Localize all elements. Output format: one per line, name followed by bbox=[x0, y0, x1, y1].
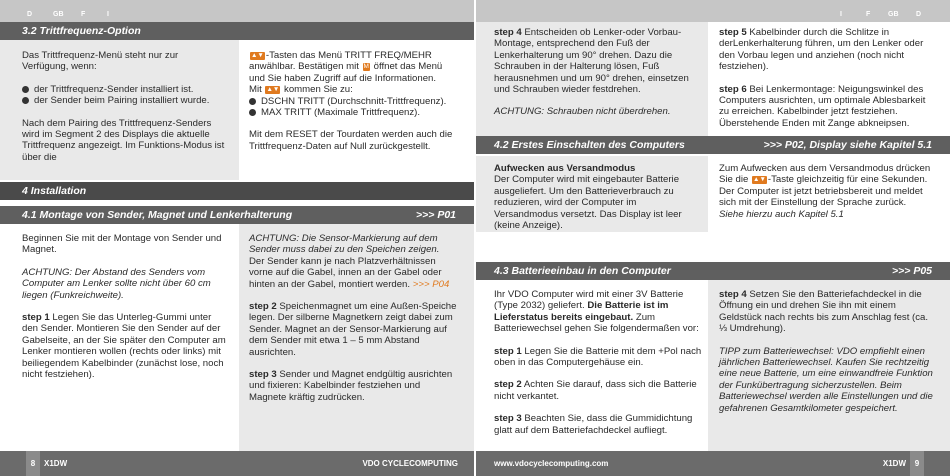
cadence-with-text: Mit bbox=[249, 84, 262, 96]
menu-key-icon: M bbox=[363, 63, 369, 71]
section-4-1-col2 bbox=[249, 233, 459, 403]
lang-tab-i: I bbox=[840, 11, 842, 18]
section-4-3-title: 4.3 Batterieeinbau in den Computer bbox=[494, 265, 671, 277]
lang-tab-d: D bbox=[27, 11, 33, 18]
mount-warning: ACHTUNG: Der Abstand des Senders vom Computer am Lenker sollte nicht über 60 cm liegen (Funkreichweite). bbox=[22, 266, 211, 301]
bullet-text: der Sender beim Pairing installiert wurde. bbox=[34, 95, 210, 107]
section-3-2-col1 bbox=[22, 50, 227, 163]
left-page-number: 8 bbox=[26, 451, 40, 476]
section-4-3-col2 bbox=[719, 289, 935, 414]
left-footer-brand: VDO CYCLECOMPUTING bbox=[362, 459, 458, 468]
section-4-2-header bbox=[476, 136, 950, 154]
lang-tab-d: D bbox=[916, 11, 922, 18]
left-language-tabs bbox=[27, 11, 109, 19]
bullet-item bbox=[249, 107, 459, 118]
cadence-with-text-2: kommen Sie zu: bbox=[284, 84, 353, 96]
bullet-item bbox=[22, 84, 227, 95]
wake-instruction-b: -Taste gleichzeitig für eine Sekunden. Der Computer ist jetzt betriebsbereit und meldet sich mit der Einstellung der Sprache zurück. bbox=[719, 174, 928, 209]
step-text: Beachten Sie, dass die Gummidichtung glatt auf dem Batteriefachdeckel aufliegt. bbox=[494, 413, 693, 436]
battery-intro-a: Ihr VDO Computer wird mit einer 3V Batterie (Type 2032) geliefert. bbox=[494, 289, 684, 312]
step-text: Setzen Sie den Batteriefachdeckel in die Öffnung ein und drehen Sie ihn mit einem Geldstück nach rechts bis zum Anschlag fest (ca. ⅓ Umdrehung). bbox=[719, 289, 929, 335]
step-label: step 6 bbox=[719, 83, 747, 95]
wake-instruction-a: Zum Aufwecken aus dem Versandmodus drücken Sie die bbox=[719, 163, 931, 186]
step-text: Bei Lenkermontage: Neigungswinkel des Computers ausrichten, um optimale Ablesbarkeit zu erreichen. Kabelbinder jetzt festziehen. Überstehende Enden mit Zange abkneipsen. bbox=[719, 83, 926, 129]
right-language-tabs bbox=[840, 11, 921, 19]
right-footer-model: X1DW bbox=[882, 459, 906, 468]
step-label: step 5 bbox=[719, 27, 747, 38]
lang-tab-f: F bbox=[81, 11, 86, 18]
cadence-nav-text: -Tasten das Menü TRITT FREQ/MEHR anwählbar. bbox=[249, 50, 432, 73]
section-4-1-col1 bbox=[22, 233, 227, 380]
battery-tip: TIPP zum Batteriewechsel: VDO empfiehlt einen jährlichen Batteriewechsel. Kaufen Sie rechtzeitig eine neue Batterie, um eine einwandfreie Funktion der Funkübertragung sicherzustellen. Beim Batteriewechsel werden alle Einstellungen und die gefahrenen Gesamtkilometer gespeichert. bbox=[719, 345, 933, 414]
cadence-confirm-text: Bestätigen mit bbox=[298, 61, 359, 73]
wake-heading: Aufwecken aus Versandmodus bbox=[494, 163, 636, 174]
step-text: Speichenmagnet um eine Außen-Speiche legen. Der silberne Magnetkern zeigt dabei zum Sender. Magnet an der Sensor-Markierung auf dem Sender mit etwa 1 – 5 mm Abstand ausrichten. bbox=[249, 301, 457, 358]
left-footer-model: X1DW bbox=[44, 459, 68, 468]
section-4-title: 4 Installation bbox=[22, 185, 87, 197]
section-3-2-col2 bbox=[249, 50, 459, 152]
section-4-2-title: 4.2 Erstes Einschalten des Computers bbox=[494, 139, 685, 151]
step-label: step 2 bbox=[249, 301, 277, 313]
step-label: step 1 bbox=[494, 345, 522, 357]
sensor-ref-link[interactable]: >>> P04 bbox=[412, 278, 450, 290]
battery-intro-c: Zum Batteriewechsel gehen Sie folgendermaßen vor: bbox=[494, 311, 699, 335]
section-4-3-col1 bbox=[494, 289, 702, 436]
bullet-icon bbox=[249, 98, 256, 105]
step-text: Achten Sie darauf, dass sich die Batterie nicht verkantet. bbox=[494, 379, 697, 402]
lang-tab-f: F bbox=[866, 11, 871, 18]
bullet-icon bbox=[22, 86, 29, 93]
step-text: Sender und Magnet endgültig ausrichten und fixieren: Kabelbinder festziehen und Magnete kräftig zudrücken. bbox=[249, 369, 453, 403]
footer-website-link[interactable]: www.vdocyclecomputing.com bbox=[494, 459, 609, 468]
wake-text: Der Computer wird mit eingebauter Batterie ausgeliefert. Um den Batterieverbrauch zu reduzieren, wird der Computer im Versandmodus versetzt. Das Display ist leer (keine Anzeige). bbox=[494, 174, 682, 232]
lang-tab-i: I bbox=[107, 11, 109, 18]
section-4-2-ref: >>> P02, Display siehe Kapitel 5.1 bbox=[763, 139, 932, 151]
cadence-intro: Das Trittfrequenz-Menü steht nur zur Verfügung, wenn: bbox=[22, 50, 179, 73]
sensor-warning: ACHTUNG: Die Sensor-Markierung auf dem Sender muss dabei zu den Speichen zeigen. bbox=[249, 233, 440, 256]
step-label: step 4 bbox=[494, 27, 522, 38]
right-footer bbox=[476, 451, 950, 476]
bullet-icon bbox=[249, 109, 256, 116]
right-top-bar bbox=[476, 0, 950, 22]
updown-key-icon: ▲▼ bbox=[266, 86, 280, 94]
step-text: Entscheiden ob Lenker-oder Vorbau-Montage, entsprechend den Fuß der Lenkerhalterung um 90° drehen. Dazu die Schrauben in der Halterung lösen, Fuß herausnehmen und um 90° drehen, einsetzen und Schrauben wieder festdrehen. bbox=[494, 27, 689, 96]
lang-tab-gb: GB bbox=[888, 11, 899, 18]
screw-warning: ACHTUNG: Schrauben nicht überdrehen. bbox=[494, 106, 671, 118]
bullet-text: DSCHN TRITT (Durchschnitt-Trittfrequenz). bbox=[261, 95, 447, 107]
bullet-item bbox=[249, 96, 459, 107]
bullet-icon bbox=[22, 97, 29, 104]
section-4-1-ref: >>> P01 bbox=[416, 209, 456, 221]
step-label: step 3 bbox=[249, 369, 277, 381]
section-3-2-header bbox=[0, 22, 474, 40]
bullet-text: MAX TRITT (Maximale Trittfrequenz). bbox=[261, 107, 421, 119]
section-4-1-header bbox=[0, 206, 474, 224]
step-label: step 4 bbox=[719, 289, 747, 300]
step-label: step 1 bbox=[22, 312, 50, 324]
step-label: step 3 bbox=[494, 413, 522, 425]
step-text: Legen Sie das Unterleg-Gummi unter den Sender. Montieren Sie den Sender auf der Gabelseite, an der Sie später den Computer am Lenker montieren wollen (rechts oder links) mit beiliegendem Kabelbinder (zunächst lose, noch nicht festziehen). bbox=[22, 312, 226, 381]
right-top-col2 bbox=[719, 27, 935, 129]
step-label: step 2 bbox=[494, 379, 522, 391]
cadence-para-2: Nach dem Pairing des Trittfrequenz-Senders wird im Segment 2 des Displays die aktuelle Trittfrequenz angezeigt. Im Funktions-Modus ist über die bbox=[22, 117, 225, 163]
step-text: Kabelbinder durch die Schlitze in derLenkerhalterung führen, um den Lenker oder den Vorbau legen und anziehen (noch nicht festziehen). bbox=[719, 27, 924, 73]
section-4-header bbox=[0, 182, 474, 200]
mount-intro: Beginnen Sie mit der Montage von Sender und Magnet. bbox=[22, 233, 222, 256]
cadence-confirm-text-2: öffnet das Menü und Sie haben Zugriff auf die Informationen. bbox=[249, 61, 443, 84]
lang-tab-gb: GB bbox=[53, 11, 64, 18]
section-4-2-col2 bbox=[719, 163, 935, 220]
updown-key-icon: ▲▼ bbox=[753, 176, 766, 184]
section-3-2-title: 3.2 Trittfrequenz-Option bbox=[22, 25, 141, 37]
updown-key-icon: ▲▼ bbox=[251, 52, 264, 59]
step-text: Legen Sie die Batterie mit dem +Pol nach oben in das Computergehäuse ein. bbox=[494, 345, 702, 369]
sensor-position-text: Der Sender kann je nach Platzverhältnissen vorne auf die Gabel, innen an der Gabel oder hinten an der Gabel, montiert werden. bbox=[249, 255, 442, 290]
right-page-number: 9 bbox=[910, 451, 924, 476]
bullet-text: der Trittfrequenz-Sender installiert ist. bbox=[34, 83, 194, 95]
section-4-3-header bbox=[476, 262, 950, 280]
left-footer bbox=[0, 451, 474, 476]
left-top-bar bbox=[0, 0, 474, 22]
wake-chapter-ref: Siehe hierzu auch Kapitel 5.1 bbox=[719, 208, 844, 220]
bullet-item bbox=[22, 95, 227, 106]
cadence-reset-text: Mit dem RESET der Tourdaten werden auch die Trittfrequenz-Daten auf Null zurückgestellt. bbox=[249, 129, 453, 152]
section-4-1-title: 4.1 Montage von Sender, Magnet und Lenkerhalterung bbox=[22, 209, 293, 221]
battery-intro-b: Die Batterie ist im Lieferstatus bereits eingebaut. bbox=[494, 300, 669, 323]
section-4-3-ref: >>> P05 bbox=[892, 265, 932, 277]
section-4-2-col1 bbox=[494, 163, 702, 231]
right-top-col1 bbox=[494, 27, 702, 118]
